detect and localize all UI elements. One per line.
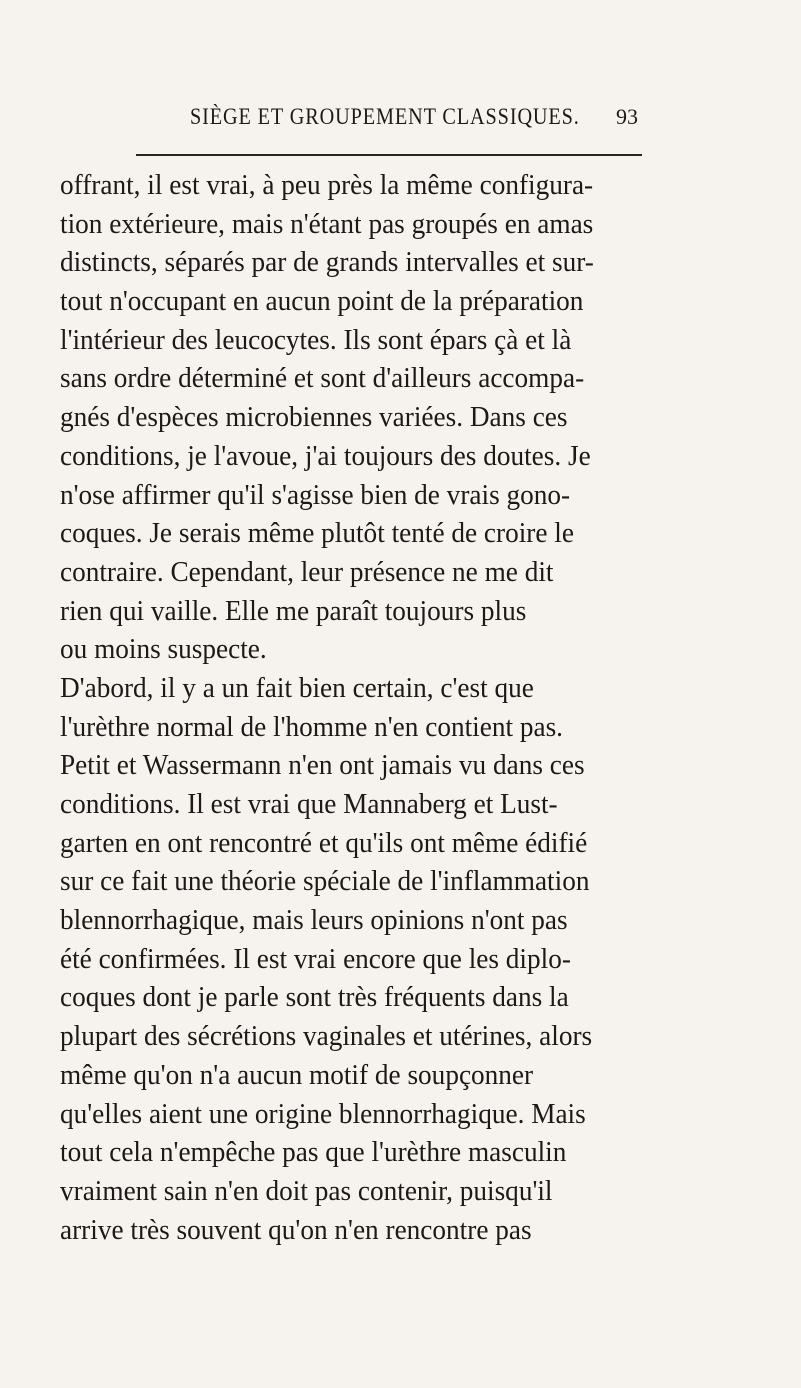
body-text xyxy=(60,166,760,1249)
text-line: ou moins suspecte. xyxy=(60,633,267,666)
paragraph-first-line: D'abord, il y a un fait bien certain, c'est que xyxy=(60,671,534,704)
text-line: arrive très souvent qu'on n'en rencontre pas xyxy=(60,1213,532,1246)
text-line: rien qui vaille. Elle me paraît toujours plus xyxy=(60,594,527,627)
text-line: Petit et Wassermann n'en ont jamais vu dans ces xyxy=(60,749,585,782)
text-line: offrant, il est vrai, à peu près la même configura- xyxy=(60,169,594,201)
text-line: n'ose affirmer qu'il s'agisse bien de vrais gono- xyxy=(60,478,571,511)
header-rule xyxy=(136,154,642,156)
text-line: été confirmées. Il est vrai encore que les diplo- xyxy=(60,942,571,975)
text-line: conditions, je l'avoue, j'ai toujours des doutes. Je xyxy=(60,439,591,472)
text-line: qu'elles aient une origine blennorrhagique. Mais xyxy=(60,1097,586,1130)
text-line: sans ordre déterminé et sont d'ailleurs accompa- xyxy=(60,362,585,395)
text-line: gnés d'espèces microbiennes variées. Dans ces xyxy=(60,401,568,434)
text-line: plupart des sécrétions vaginales et utérines, alors xyxy=(60,1020,593,1053)
page-header xyxy=(0,104,801,134)
text-line: tout cela n'empêche pas que l'urèthre masculin xyxy=(60,1136,567,1169)
text-line: coques. Je serais même plutôt tenté de croire le xyxy=(60,517,574,550)
text-line: garten en ont rencontré et qu'ils ont même édifié xyxy=(60,826,588,859)
text-line: tion extérieure, mais n'étant pas groupés en amas xyxy=(60,207,594,240)
page-number: 93 xyxy=(616,104,638,129)
text-line: même qu'on n'a aucun motif de soupçonner xyxy=(60,1058,534,1091)
text-line: conditions. Il est vrai que Mannaberg et Lust- xyxy=(60,788,558,820)
text-line: contraire. Cependant, leur présence ne me dit xyxy=(60,555,554,588)
text-line: l'intérieur des leucocytes. Ils sont épars çà et là xyxy=(60,323,572,356)
text-line: tout n'occupant en aucun point de la préparation xyxy=(60,285,584,318)
text-line: sur ce fait une théorie spéciale de l'inflammation xyxy=(60,865,590,898)
text-line: l'urèthre normal de l'homme n'en contient pas. xyxy=(60,710,564,743)
text-line: coques dont je parle sont très fréquents dans la xyxy=(60,981,569,1014)
text-line: blennorrhagique, mais leurs opinions n'ont pas xyxy=(60,904,568,937)
running-title: SIÈGE ET GROUPEMENT CLASSIQUES. xyxy=(190,104,580,129)
text-line: distincts, séparés par de grands intervalles et sur- xyxy=(60,246,594,279)
text-line: vraiment sain n'en doit pas contenir, puisqu'il xyxy=(60,1174,553,1207)
